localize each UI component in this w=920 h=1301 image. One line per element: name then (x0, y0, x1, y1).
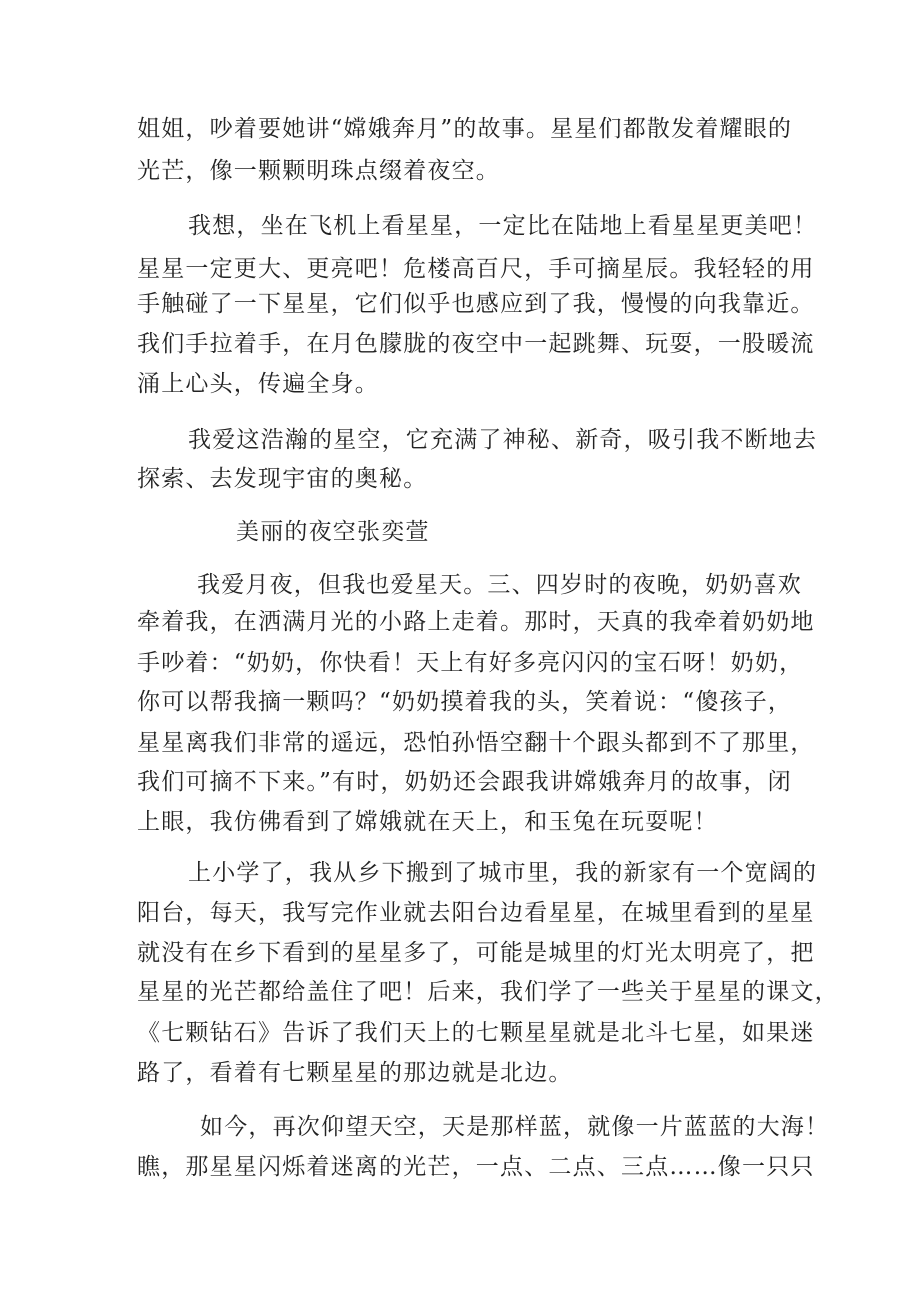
text-line: 手吵着：“奶奶，你快看！天上有好多亮闪闪的宝石呀！奶奶， (137, 650, 804, 676)
text-line: 光芒，像一颗颗明珠点缀着夜空。 (137, 158, 500, 184)
text-line: 路了，看着有七颗星星的那边就是北边。 (137, 1060, 573, 1086)
text-line: 姐姐，吵着要她讲“嫦娥奔月”的故事。星星们都散发着耀眼的 (137, 116, 793, 142)
text-line: 我们可摘不下来。”有时，奶奶还会跟我讲嫦娥奔月的故事，闭 (137, 769, 792, 795)
paragraph-start-line: 我爱这浩瀚的星空，它充满了神秘、新奇，吸引我不断地去 (188, 427, 818, 453)
text-line: 阳台，每天，我写完作业就去阳台边看星星，在城里看到的星星 (137, 900, 815, 926)
text-line: 探索、去发现宇宙的奥秘。 (137, 466, 428, 492)
text-line: 瞧，那星星闪烁着迷离的光芒，一点、二点、三点……像一只只 (137, 1154, 815, 1180)
text-line: 星星的光芒都给盖住了吧！后来，我们学了一些关于星星的课文， (137, 979, 839, 1005)
text-line: 星星离我们非常的遥远，恐怕孙悟空翻十个跟头都到不了那里， (137, 730, 815, 756)
paragraph-start-line: 我想，坐在飞机上看星星，一定比在陆地上看星星更美吧！ (188, 213, 818, 239)
text-line: 星星一定更大、更亮吧！危楼高百尺，手可摘星辰。我轻轻的用 (137, 256, 815, 282)
text-line: 就没有在乡下看到的星星多了，可能是城里的灯光太明亮了，把 (137, 940, 815, 966)
text-line: 你可以帮我摘一颗吗？“奶奶摸着我的头，笑着说：“傻孩子， (137, 689, 793, 715)
paragraph-start-line: 上小学了，我从乡下搬到了城市里，我的新家有一个宽阔的 (188, 860, 818, 886)
text-line: 手触碰了一下星星，它们似乎也感应到了我，慢慢的向我靠近。 (137, 291, 815, 317)
paragraph-start-line: 我爱月夜，但我也爱星天。三、四岁时的夜晚，奶奶喜欢 (197, 572, 802, 598)
text-line: 《七颗钻石》告诉了我们天上的七颗星星就是北斗七星，如果迷 (137, 1020, 815, 1046)
article-title: 美丽的夜空张奕萱 (236, 519, 430, 545)
text-line: 牵着我，在洒满月光的小路上走着。那时，天真的我牵着奶奶地 (137, 609, 815, 635)
text-line: 涌上心头，传遍全身。 (137, 371, 379, 397)
paragraph-start-line: 如今，再次仰望天空，天是那样蓝，就像一片蓝蓝的大海！ (200, 1114, 830, 1140)
text-line: 我们手拉着手，在月色朦胧的夜空中一起跳舞、玩耍，一股暖流 (137, 331, 815, 357)
text-line: 上眼，我仿佛看到了嫦娥就在天上，和玉兔在玩耍呢！ (137, 809, 718, 835)
